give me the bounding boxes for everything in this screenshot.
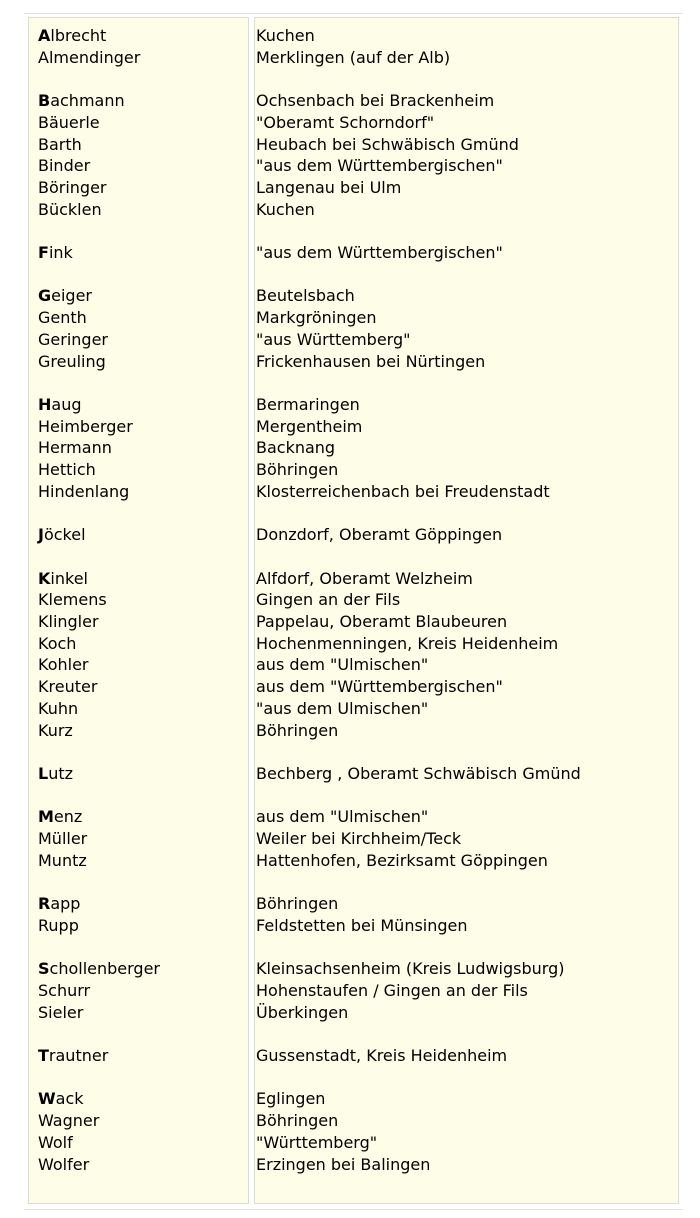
origin-place: Kuchen — [256, 26, 315, 45]
surname-text: Heimberger — [38, 416, 133, 436]
surname — [38, 285, 160, 307]
surname-initial: B — [38, 91, 51, 111]
origin-place: aus dem "Württembergischen" — [256, 677, 503, 697]
origin-place: Pappelau, Oberamt Blaubeuren — [256, 611, 508, 631]
surname — [38, 1088, 160, 1110]
surname — [38, 893, 160, 915]
surname — [38, 90, 160, 112]
group-spacer — [256, 1067, 581, 1089]
surname-initial: J — [38, 525, 44, 545]
group-spacer — [256, 502, 581, 524]
surname — [38, 155, 160, 177]
origin-place: Böhringen — [256, 720, 339, 740]
surname — [38, 806, 160, 828]
surname-text: ink — [48, 243, 73, 263]
origin-place: Alfdorf, Oberamt Welzheim — [256, 568, 473, 588]
surname-text: rautner — [48, 1046, 109, 1066]
origin-place: aus dem "Ulmischen" — [256, 655, 429, 675]
origin-place: Erzingen bei Balingen — [256, 1154, 431, 1174]
surname — [38, 394, 160, 416]
origin-place: Böhringen — [256, 1111, 339, 1131]
origin-place: Markgröningen — [256, 308, 377, 328]
origin-place: Merklingen (auf der Alb) — [256, 47, 451, 67]
origin-place: "Württemberg" — [256, 1132, 378, 1152]
surname-text: Genth — [38, 308, 87, 328]
surname-text: Greuling — [38, 351, 106, 371]
surname-text: Klingler — [38, 611, 99, 631]
group-spacer — [38, 372, 160, 394]
surname-text: Wagner — [38, 1111, 100, 1131]
surname-text: Wolf — [38, 1132, 73, 1152]
surname-initial: L — [38, 763, 49, 783]
origin-place: Böhringen — [256, 894, 339, 914]
surname — [38, 242, 160, 264]
origin-place: aus dem "Ulmischen" — [256, 807, 429, 827]
surname — [38, 329, 160, 351]
origin-place: Eglingen — [256, 1089, 326, 1109]
group-spacer — [256, 220, 581, 242]
origin-place: Klosterreichenbach bei Freudenstadt — [256, 481, 550, 501]
origin-place: "Oberamt Schorndorf" — [256, 112, 435, 132]
surname — [38, 416, 160, 438]
surname-text: Hindenlang — [38, 481, 130, 501]
surname — [38, 1045, 160, 1067]
origin-place: "aus dem Württembergischen" — [256, 156, 503, 176]
surname — [38, 1154, 160, 1176]
surname — [38, 633, 160, 655]
origin-place: Backnang — [256, 438, 336, 458]
surname — [38, 676, 160, 698]
surname-text: Kurz — [38, 720, 73, 740]
surname-text: öckel — [43, 525, 86, 545]
group-spacer — [256, 937, 581, 959]
group-spacer — [38, 68, 160, 90]
surname-text: Kreuter — [38, 677, 98, 697]
surname-initial: F — [38, 243, 49, 263]
surname-list — [38, 25, 160, 1175]
surname-text: Binder — [38, 156, 91, 176]
surname-text: Klemens — [38, 590, 107, 610]
surname — [38, 25, 160, 47]
surname-text: Sieler — [38, 1002, 84, 1022]
surname-text: lbrecht — [50, 26, 107, 45]
surname — [38, 720, 160, 742]
group-spacer — [38, 741, 160, 763]
surname — [38, 199, 160, 221]
surname-text: Kuhn — [38, 698, 79, 718]
surname-initial: K — [38, 568, 51, 588]
surname — [38, 1002, 160, 1024]
surname — [38, 459, 160, 481]
group-spacer — [38, 871, 160, 893]
group-spacer — [38, 220, 160, 242]
origin-place: Hattenhofen, Bezirksamt Göppingen — [256, 850, 548, 870]
surname-text: aug — [51, 394, 82, 414]
surname-text: Geringer — [38, 329, 108, 349]
group-spacer — [38, 785, 160, 807]
surname — [38, 589, 160, 611]
surname — [38, 437, 160, 459]
origin-place: "aus dem Ulmischen" — [256, 698, 429, 718]
surname-text: enz — [53, 807, 83, 827]
surname-text: inkel — [50, 568, 88, 588]
group-spacer — [256, 264, 581, 286]
surname — [38, 134, 160, 156]
surname — [38, 915, 160, 937]
origin-place: Überkingen — [256, 1002, 349, 1022]
surname-text: eiger — [51, 286, 93, 306]
surname-initial: H — [38, 394, 52, 414]
surname-text: Barth — [38, 134, 82, 154]
group-spacer — [38, 264, 160, 286]
origin-place: Kleinsachsenheim (Kreis Ludwigsburg) — [256, 959, 565, 979]
origin-place: Gingen an der Fils — [256, 590, 401, 610]
origin-place: Feldstetten bei Münsingen — [256, 915, 468, 935]
group-spacer — [38, 546, 160, 568]
origin-place: Frickenhausen bei Nürtingen — [256, 351, 486, 371]
group-spacer — [38, 1023, 160, 1045]
surname-text: app — [50, 894, 81, 914]
surname — [38, 1132, 160, 1154]
origin-place: Weiler bei Kirchheim/Teck — [256, 829, 462, 849]
group-spacer — [256, 871, 581, 893]
group-spacer — [256, 785, 581, 807]
surname-text: chollenberger — [49, 959, 161, 979]
surname-text: Rupp — [38, 915, 79, 935]
surname-text: ack — [55, 1089, 84, 1109]
surname-text: Kohler — [38, 655, 89, 675]
origin-place: Donzdorf, Oberamt Göppingen — [256, 525, 503, 545]
origin-place: Gussenstadt, Kreis Heidenheim — [256, 1046, 508, 1066]
surname-initial: A — [38, 26, 51, 45]
surname — [38, 351, 160, 373]
group-spacer — [38, 502, 160, 524]
surname-text: Schurr — [38, 980, 91, 1000]
surname-initial: G — [38, 286, 52, 306]
surname — [38, 1110, 160, 1132]
origin-place: Ochsenbach bei Brackenheim — [256, 91, 495, 111]
group-spacer — [256, 546, 581, 568]
surname — [38, 980, 160, 1002]
surname-text: Hermann — [38, 438, 112, 458]
surname — [38, 47, 160, 69]
surname-initial: W — [38, 1089, 56, 1109]
surname — [38, 568, 160, 590]
surname-text: Bücklen — [38, 199, 102, 219]
surname — [38, 850, 160, 872]
surname — [38, 828, 160, 850]
surname-initial: T — [38, 1046, 49, 1066]
surname-text: Wolfer — [38, 1154, 90, 1174]
group-spacer — [256, 741, 581, 763]
origin-place: Böhringen — [256, 460, 339, 480]
surname — [38, 763, 160, 785]
surname-initial: R — [38, 894, 51, 914]
surname — [38, 524, 160, 546]
surname-text: Hettich — [38, 460, 96, 480]
surname-text: Müller — [38, 829, 88, 849]
group-spacer — [256, 68, 581, 90]
surname-initial: S — [38, 959, 50, 979]
surname-text: Böringer — [38, 177, 107, 197]
group-spacer — [38, 1067, 160, 1089]
surname — [38, 958, 160, 980]
surname — [38, 611, 160, 633]
group-spacer — [256, 372, 581, 394]
origin-place: Heubach bei Schwäbisch Gmünd — [256, 134, 519, 154]
group-spacer — [38, 937, 160, 959]
origin-list — [256, 25, 581, 1175]
surname — [38, 177, 160, 199]
surname — [38, 698, 160, 720]
surname — [38, 112, 160, 134]
surname-text: utz — [48, 763, 74, 783]
surname-initial: M — [38, 807, 54, 827]
surname-text: Almendinger — [38, 47, 141, 67]
origin-place: Mergentheim — [256, 416, 363, 436]
surname — [38, 307, 160, 329]
origin-place: Hochenmenningen, Kreis Heidenheim — [256, 633, 559, 653]
origin-place: Langenau bei Ulm — [256, 177, 402, 197]
group-spacer — [256, 1023, 581, 1045]
origin-place: Bermaringen — [256, 394, 360, 414]
origin-place: Hohenstaufen / Gingen an der Fils — [256, 980, 528, 1000]
origin-place: "aus Württemberg" — [256, 329, 411, 349]
origin-place: "aus dem Württembergischen" — [256, 243, 503, 263]
origin-place: Bechberg , Oberamt Schwäbisch Gmünd — [256, 763, 581, 783]
origin-place: Kuchen — [256, 199, 315, 219]
surname-text: Bäuerle — [38, 112, 100, 132]
surname-text: Koch — [38, 633, 77, 653]
surname-text: achmann — [50, 91, 125, 111]
origin-place: Beutelsbach — [256, 286, 355, 306]
surname — [38, 654, 160, 676]
surname-text: Muntz — [38, 850, 87, 870]
surname — [38, 481, 160, 503]
